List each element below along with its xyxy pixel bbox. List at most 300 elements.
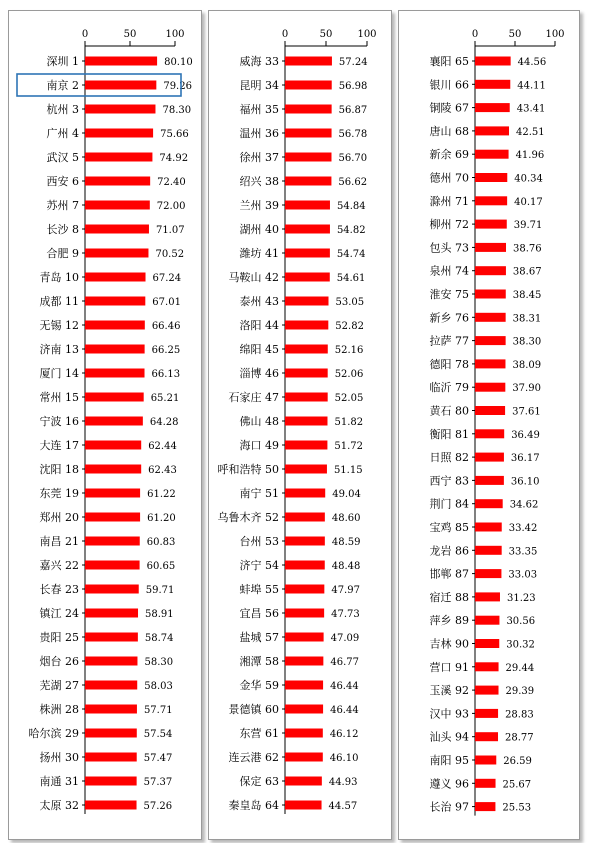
value-label: 56.70 — [338, 153, 368, 164]
value-label: 79.26 — [163, 81, 192, 92]
bar — [85, 369, 145, 378]
tick-label: 100 — [357, 29, 377, 40]
value-label: 52.82 — [335, 321, 364, 332]
bar — [285, 705, 323, 714]
category-label: 福州 35 — [239, 103, 279, 116]
category-label: 芜湖 27 — [39, 679, 79, 692]
category-label: 景德镇 60 — [228, 703, 279, 716]
bar — [285, 609, 324, 618]
value-label: 52.16 — [334, 345, 364, 356]
category-label: 包头 73 — [429, 241, 469, 255]
value-label: 66.13 — [151, 369, 181, 380]
value-label: 44.11 — [517, 80, 546, 92]
category-label: 潍坊 41 — [239, 247, 279, 260]
bar — [475, 732, 498, 741]
value-label: 57.71 — [143, 705, 173, 716]
category-label: 东营 61 — [239, 727, 279, 740]
bar — [475, 290, 506, 299]
category-label: 滁州 71 — [429, 194, 469, 208]
category-label: 南阳 95 — [429, 754, 469, 767]
category-label: 连云港 62 — [228, 751, 279, 764]
bar — [285, 201, 330, 210]
category-label: 淮安 75 — [429, 288, 469, 301]
value-label: 72.00 — [156, 201, 186, 212]
category-label: 厦门 14 — [39, 367, 79, 380]
bar — [285, 633, 324, 642]
category-label: 呼和浩特 50 — [217, 463, 279, 476]
bar — [475, 243, 506, 252]
value-label: 56.87 — [338, 105, 368, 116]
value-label: 40.34 — [514, 173, 543, 185]
category-label: 徐州 37 — [239, 151, 279, 164]
value-label: 28.77 — [505, 732, 534, 744]
category-label: 汉中 93 — [429, 707, 469, 721]
value-label: 58.91 — [145, 609, 174, 620]
bar — [475, 220, 507, 229]
category-label: 玉溪 92 — [429, 684, 469, 698]
bar — [285, 273, 330, 282]
bar — [285, 297, 329, 306]
bar — [85, 177, 150, 186]
category-label: 铜陵 67 — [429, 101, 469, 115]
bar — [285, 105, 332, 114]
value-label: 57.24 — [338, 57, 368, 68]
bar — [85, 753, 137, 762]
category-label: 临沂 79 — [429, 381, 469, 395]
category-label: 嘉兴 22 — [39, 559, 79, 572]
value-label: 51.72 — [334, 441, 364, 452]
bar — [85, 657, 137, 666]
bar — [85, 273, 146, 282]
value-label: 51.82 — [334, 417, 364, 428]
category-label: 西宁 83 — [429, 474, 469, 488]
bar — [85, 513, 140, 522]
category-label: 株洲 28 — [39, 703, 79, 716]
value-label: 44.56 — [517, 57, 547, 68]
value-label: 54.74 — [336, 249, 366, 260]
value-label: 37.90 — [512, 383, 541, 395]
tick-label: 0 — [471, 29, 479, 40]
value-label: 37.61 — [512, 406, 541, 418]
category-label: 南通 31 — [39, 775, 79, 788]
bar — [285, 441, 327, 450]
value-label: 47.73 — [331, 609, 360, 620]
bar — [85, 777, 137, 786]
value-label: 38.76 — [513, 243, 542, 255]
bar — [475, 569, 501, 578]
category-label: 兰州 39 — [239, 199, 279, 212]
value-label: 38.09 — [512, 359, 542, 371]
category-label: 襄阳 65 — [429, 55, 469, 68]
value-label: 56.78 — [338, 129, 368, 140]
category-label: 无锡 12 — [39, 319, 79, 332]
value-label: 49.04 — [332, 489, 361, 500]
bar — [85, 489, 140, 498]
category-label: 萍乡 89 — [429, 614, 469, 628]
bar — [285, 81, 332, 90]
value-label: 43.41 — [516, 103, 546, 115]
value-label: 38.30 — [512, 336, 542, 348]
value-label: 36.17 — [510, 453, 540, 465]
value-label: 48.60 — [331, 513, 361, 524]
bar — [475, 779, 496, 788]
bar — [85, 465, 141, 474]
bar — [475, 196, 507, 205]
value-label: 28.83 — [505, 709, 534, 721]
bar — [475, 662, 499, 671]
category-label: 佛山 48 — [239, 415, 279, 428]
category-label: 乌鲁木齐 52 — [217, 511, 279, 524]
category-label: 深圳 1 — [46, 55, 79, 68]
value-label: 60.65 — [146, 561, 176, 572]
bar — [85, 609, 138, 618]
category-label: 广州 4 — [46, 127, 79, 140]
category-label: 温州 36 — [239, 127, 279, 140]
category-label: 湘潭 58 — [239, 655, 279, 668]
bar — [85, 681, 137, 690]
chart-panel-1 — [8, 10, 202, 840]
bar — [85, 129, 153, 138]
category-label: 保定 63 — [239, 775, 279, 788]
category-label: 蚌埠 55 — [239, 583, 279, 596]
chart-panel-2 — [208, 10, 392, 840]
category-label: 宜昌 56 — [239, 607, 279, 620]
value-label: 66.46 — [151, 321, 181, 332]
bar — [285, 801, 322, 810]
category-label: 龙岩 86 — [429, 544, 469, 558]
tick-label: 0 — [281, 29, 289, 40]
category-label: 贵阳 25 — [39, 631, 79, 644]
value-label: 48.48 — [331, 561, 361, 572]
bar — [475, 383, 505, 392]
value-label: 38.45 — [512, 290, 542, 301]
bar — [85, 249, 148, 258]
value-label: 46.10 — [329, 753, 359, 764]
category-label: 马鞍山 42 — [228, 271, 279, 284]
bar — [475, 523, 502, 532]
bar — [85, 633, 138, 642]
value-label: 38.31 — [512, 313, 542, 325]
tick-label: 50 — [123, 29, 137, 40]
category-label: 德州 70 — [429, 171, 469, 185]
bar-chart-2 — [209, 11, 391, 839]
bar — [285, 129, 332, 138]
category-label: 金华 59 — [239, 679, 279, 692]
value-label: 46.44 — [330, 681, 359, 692]
bar — [285, 585, 324, 594]
category-label: 南宁 51 — [239, 487, 279, 500]
bar-chart-3 — [399, 11, 579, 839]
value-label: 52.06 — [334, 369, 364, 380]
category-label: 荆门 84 — [429, 497, 469, 511]
value-label: 25.53 — [502, 802, 532, 814]
bar-chart-1 — [9, 11, 201, 839]
tick-label: 50 — [319, 29, 333, 40]
category-label: 合肥 9 — [46, 247, 79, 260]
category-label: 南昌 21 — [39, 535, 79, 548]
bar — [85, 729, 137, 738]
value-label: 70.52 — [155, 249, 185, 260]
category-label: 哈尔滨 29 — [28, 727, 79, 740]
bar — [285, 465, 327, 474]
value-label: 33.35 — [508, 546, 538, 558]
value-label: 34.62 — [509, 499, 539, 511]
bar — [475, 406, 505, 415]
category-label: 长治 97 — [429, 800, 469, 814]
value-label: 54.61 — [336, 273, 366, 284]
value-label: 80.10 — [164, 57, 193, 68]
bar — [475, 313, 506, 322]
value-label: 59.71 — [145, 585, 175, 596]
category-label: 黄石 80 — [429, 404, 469, 418]
value-label: 56.62 — [338, 177, 368, 188]
bar — [475, 150, 509, 159]
bar — [85, 297, 145, 306]
category-label: 日照 82 — [429, 451, 469, 465]
value-label: 47.97 — [331, 585, 360, 596]
bar — [475, 336, 506, 345]
bar — [475, 639, 499, 648]
category-label: 盐城 57 — [239, 631, 279, 644]
category-label: 衡阳 81 — [429, 427, 469, 441]
category-label: 苏州 7 — [46, 199, 79, 212]
bar — [285, 393, 328, 402]
category-label: 济宁 54 — [239, 559, 279, 572]
bar — [85, 225, 149, 234]
value-label: 57.26 — [143, 801, 173, 812]
category-label: 唐山 68 — [429, 124, 469, 138]
bar — [285, 369, 328, 378]
value-label: 67.01 — [152, 297, 181, 308]
bar — [285, 177, 331, 186]
bar — [285, 153, 331, 162]
bar — [475, 453, 504, 462]
category-label: 成都 11 — [39, 295, 79, 308]
bar — [285, 777, 322, 786]
value-label: 61.20 — [147, 513, 176, 524]
value-label: 58.74 — [144, 633, 174, 644]
bar — [285, 417, 327, 426]
category-label: 威海 33 — [239, 55, 279, 68]
value-label: 71.07 — [155, 225, 185, 236]
category-label: 青岛 10 — [39, 271, 79, 284]
category-label: 德阳 78 — [429, 357, 469, 371]
category-label: 泉州 74 — [429, 264, 469, 278]
value-label: 75.66 — [160, 129, 189, 140]
bar — [475, 546, 502, 555]
category-label: 石家庄 47 — [228, 391, 279, 404]
category-label: 东莞 19 — [39, 487, 79, 500]
bar — [475, 103, 510, 112]
category-label: 台州 53 — [239, 535, 279, 548]
category-label: 扬州 30 — [39, 751, 79, 764]
bar — [475, 686, 499, 695]
category-label: 秦皇岛 64 — [228, 799, 279, 812]
value-label: 33.03 — [508, 569, 538, 581]
value-label: 31.23 — [506, 592, 536, 604]
tick-label: 100 — [545, 29, 565, 40]
bar — [475, 592, 500, 601]
bar — [85, 105, 155, 114]
bar — [475, 266, 506, 275]
value-label: 30.32 — [506, 639, 535, 651]
value-label: 65.21 — [150, 393, 180, 404]
category-label: 长沙 8 — [46, 223, 79, 236]
value-label: 38.67 — [512, 266, 542, 278]
bar — [85, 417, 143, 426]
bar — [285, 657, 323, 666]
category-label: 汕头 94 — [429, 730, 469, 744]
tick-label: 0 — [81, 29, 89, 40]
value-label: 58.30 — [144, 657, 174, 668]
value-label: 48.59 — [331, 537, 361, 548]
bar — [85, 345, 145, 354]
value-label: 46.12 — [329, 729, 359, 740]
bar — [85, 57, 157, 66]
bar — [475, 57, 511, 66]
value-label: 78.30 — [162, 105, 192, 116]
category-label: 沈阳 18 — [39, 463, 79, 476]
value-label: 29.39 — [505, 686, 535, 698]
bar — [475, 616, 499, 625]
bar — [285, 249, 330, 258]
category-label: 海口 49 — [239, 439, 279, 452]
value-label: 54.84 — [336, 201, 366, 212]
value-label: 52.05 — [334, 393, 364, 404]
bar — [475, 359, 505, 368]
bar — [85, 585, 139, 594]
value-label: 26.59 — [503, 756, 532, 767]
value-label: 56.98 — [338, 81, 368, 92]
category-label: 烟台 26 — [39, 655, 79, 668]
bar — [475, 499, 503, 508]
value-label: 42.51 — [516, 126, 545, 138]
bar — [285, 57, 332, 66]
category-label: 拉萨 77 — [429, 334, 469, 348]
value-label: 51.15 — [333, 465, 363, 476]
category-label: 新余 69 — [429, 148, 469, 162]
bar — [285, 225, 330, 234]
category-label: 柳州 72 — [429, 218, 469, 232]
value-label: 72.40 — [157, 177, 186, 188]
bar — [475, 709, 498, 718]
bar — [475, 173, 507, 182]
value-label: 39.71 — [513, 220, 543, 232]
bar — [85, 321, 145, 330]
value-label: 44.93 — [328, 777, 358, 788]
value-label: 53.05 — [335, 297, 365, 308]
value-label: 57.37 — [143, 777, 173, 788]
category-label: 银川 66 — [429, 78, 469, 92]
category-label: 绍兴 38 — [239, 175, 279, 188]
category-label: 泰州 43 — [239, 295, 279, 308]
bar — [285, 537, 325, 546]
value-label: 57.47 — [143, 753, 173, 764]
value-label: 47.09 — [330, 633, 360, 644]
category-label: 昆明 34 — [239, 79, 279, 92]
bar — [85, 393, 144, 402]
value-label: 36.10 — [510, 476, 540, 488]
value-label: 46.44 — [330, 705, 359, 716]
bar — [285, 729, 323, 738]
bar — [285, 489, 325, 498]
bar — [475, 476, 504, 485]
value-label: 62.44 — [148, 441, 177, 452]
tick-label: 50 — [508, 29, 522, 40]
bar — [85, 705, 137, 714]
tick-label: 100 — [165, 29, 185, 40]
value-label: 44.57 — [328, 801, 358, 812]
value-label: 58.03 — [144, 681, 173, 692]
category-label: 遵义 96 — [429, 777, 469, 791]
value-label: 60.83 — [146, 537, 176, 548]
category-label: 济南 13 — [39, 343, 79, 356]
bar — [475, 756, 496, 765]
category-label: 绵阳 45 — [239, 343, 279, 356]
bar — [285, 681, 323, 690]
category-label: 长春 23 — [39, 583, 79, 596]
bar — [285, 753, 323, 762]
chart-panel-3 — [398, 10, 580, 840]
bar — [475, 802, 495, 811]
category-label: 淄博 46 — [239, 367, 279, 380]
category-label: 新乡 76 — [429, 311, 469, 325]
category-label: 南京 2 — [46, 79, 79, 92]
value-label: 41.96 — [515, 150, 545, 162]
category-label: 湖州 40 — [239, 223, 279, 236]
category-label: 宿迁 88 — [429, 590, 469, 604]
value-label: 29.44 — [505, 662, 535, 674]
value-label: 57.54 — [143, 729, 173, 740]
bar — [475, 429, 504, 438]
bar — [85, 153, 152, 162]
value-label: 46.77 — [330, 657, 359, 668]
bar — [85, 537, 140, 546]
bar — [475, 126, 509, 135]
value-label: 33.42 — [508, 523, 538, 534]
value-label: 62.43 — [148, 465, 177, 476]
category-label: 吉林 90 — [429, 637, 469, 651]
bar — [475, 80, 510, 89]
value-label: 67.24 — [152, 273, 182, 284]
category-label: 营口 91 — [429, 660, 469, 674]
bar — [285, 321, 328, 330]
bar — [85, 441, 141, 450]
category-label: 武汉 5 — [46, 151, 79, 164]
value-label: 61.22 — [147, 489, 176, 500]
bar — [85, 801, 137, 810]
category-label: 宁波 16 — [39, 415, 79, 428]
value-label: 40.17 — [514, 196, 543, 208]
category-label: 洛阳 44 — [239, 319, 279, 332]
value-label: 64.28 — [149, 417, 179, 428]
bar — [85, 561, 140, 570]
bar — [85, 81, 156, 90]
value-label: 30.56 — [506, 616, 536, 628]
category-label: 宝鸡 85 — [429, 521, 469, 534]
category-label: 郑州 20 — [39, 511, 79, 524]
category-label: 邯郸 87 — [429, 567, 469, 581]
bar — [285, 345, 328, 354]
bar — [285, 513, 325, 522]
bar — [85, 201, 150, 210]
category-label: 杭州 3 — [46, 103, 79, 116]
value-label: 36.49 — [511, 429, 540, 441]
bar — [285, 561, 325, 570]
category-label: 大连 17 — [39, 439, 79, 452]
value-label: 74.92 — [159, 153, 189, 164]
value-label: 25.67 — [502, 779, 532, 791]
